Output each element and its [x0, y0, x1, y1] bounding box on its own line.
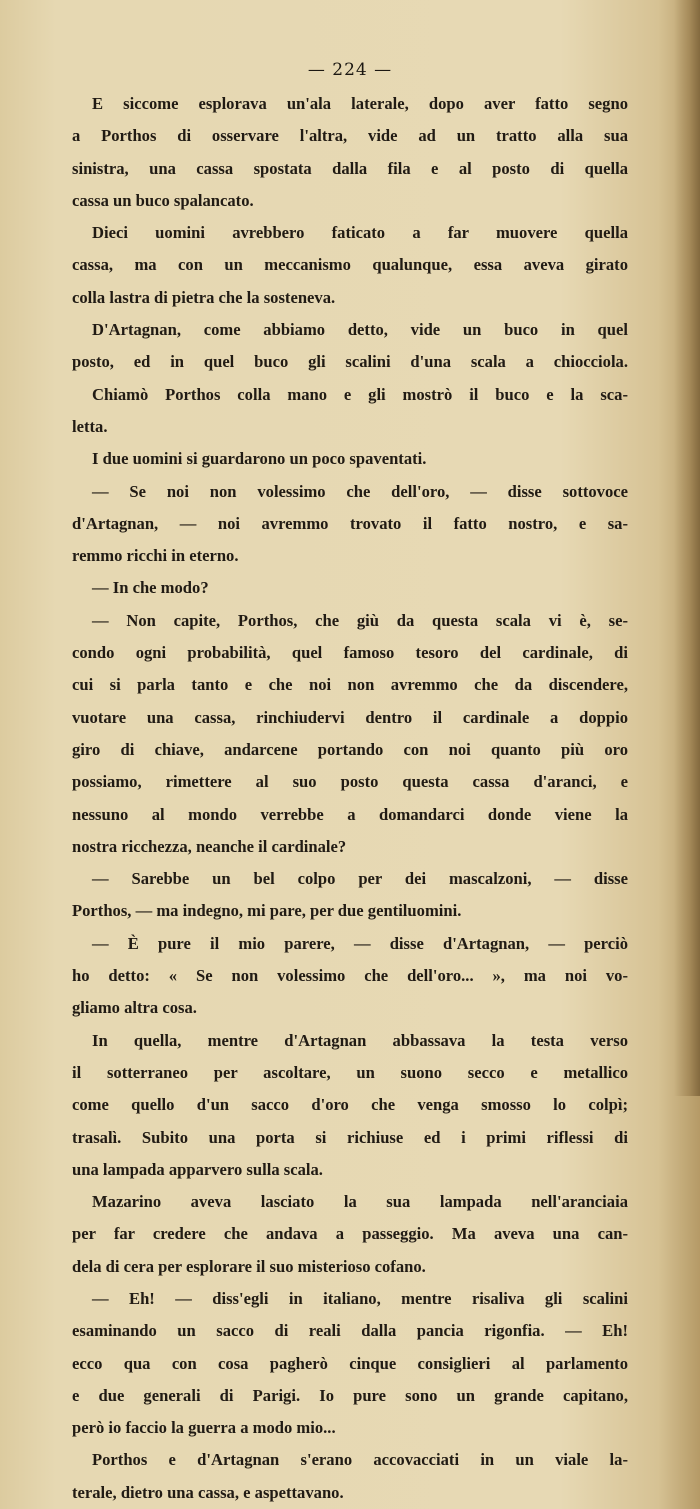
text-line: a Porthos di osservare l'altra, vide ad un tratto alla sua	[72, 126, 628, 146]
text-line: Chiamò Porthos colla mano e gli mostrò il buco e la sca-	[92, 384, 628, 404]
text-line: Porthos e d'Artagnan s'erano accovacciati in un viale la-	[92, 1450, 628, 1470]
text-line: una lampada apparvero sulla scala.	[72, 1159, 323, 1179]
text-line: e due generali di Parigi. Io pure sono un grande capitano,	[72, 1385, 628, 1405]
text-line: ecco qua con cosa pagherò cinque consiglieri al parlamento	[72, 1353, 628, 1373]
text-line: — Eh! — diss'egli in italiano, mentre risaliva gli scalini	[92, 1288, 628, 1308]
text-line: letta.	[72, 416, 108, 436]
text-line: sinistra, una cassa spostata dalla fila e al posto di quella	[72, 158, 628, 178]
text-line: dela di cera per esplorare il suo misterioso cofano.	[72, 1256, 426, 1276]
text-line: In quella, mentre d'Artagnan abbassava la testa verso	[92, 1030, 628, 1050]
text-line: posto, ed in quel buco gli scalini d'una scala a chiocciola.	[72, 352, 628, 372]
text-line: E siccome esplorava un'ala laterale, dopo aver fatto segno	[92, 94, 628, 113]
text-line: esaminando un sacco di reali dalla pancia rigonfia. — Eh!	[72, 1321, 628, 1341]
text-line: condo ogni probabilità, quel famoso tesoro del cardinale, di	[72, 643, 628, 663]
text-line: D'Artagnan, come abbiamo detto, vide un buco in quel	[92, 320, 628, 340]
text-line: colla lastra di pietra che la sosteneva.	[72, 287, 336, 307]
text-line: remmo ricchi in eterno.	[72, 546, 239, 566]
text-line: come quello d'un sacco d'oro che venga smosso lo colpì;	[72, 1095, 628, 1115]
text-line: ho detto: « Se non volessimo che dell'oro... », ma noi vo-	[72, 966, 628, 986]
text-line: vuotare una cassa, rinchiudervi dentro il cardinale a doppio	[72, 707, 628, 727]
text-line: — Sarebbe un bel colpo per dei mascalzoni, — disse	[92, 869, 628, 889]
text-line: cui si parla tanto e che noi non avremmo che da discendere,	[72, 675, 628, 695]
text-line: — È pure il mio parere, — disse d'Artagnan, — perciò	[92, 933, 628, 953]
text-line: Mazarino aveva lasciato la sua lampada nell'aranciaia	[92, 1192, 628, 1212]
text-line: — In che modo?	[92, 578, 209, 598]
text-line: — Se noi non volessimo che dell'oro, — disse sottovoce	[92, 481, 628, 501]
text-line: possiamo, rimettere al suo posto questa cassa d'aranci, e	[72, 772, 628, 792]
page-number: — 224 —	[307, 60, 393, 80]
text-line: cassa un buco spalancato.	[72, 190, 254, 210]
text-line: giro di chiave, andarcene portando con noi quanto più oro	[72, 739, 628, 759]
text-line: nostra ricchezza, neanche il cardinale?	[72, 836, 347, 856]
text-line: il sotterraneo per ascoltare, un suono secco e metallico	[72, 1062, 628, 1082]
text-line: gliamo altra cosa.	[72, 998, 197, 1018]
text-line: nessuno al mondo verrebbe a domandarci donde viene la	[72, 804, 628, 824]
text-line: I due uomini si guardarono un poco spaventati.	[92, 449, 427, 469]
text-line: Dieci uomini avrebbero faticato a far muovere quella	[92, 223, 628, 243]
body-text	[72, 88, 628, 1509]
text-line: cassa, ma con un meccanismo qualunque, essa aveva girato	[72, 255, 628, 275]
text-line: d'Artagnan, — noi avremmo trovato il fatto nostro, e sa-	[72, 513, 628, 533]
page-edge-shadow	[674, 0, 700, 1096]
text-line: trasalì. Subito una porta si richiuse ed i primi riflessi di	[72, 1127, 628, 1147]
text-line: — Non capite, Porthos, che giù da questa scala vi è, se-	[92, 610, 628, 630]
text-line: Porthos, — ma indegno, mi pare, per due gentiluomini.	[72, 901, 462, 921]
text-line: per far credere che andava a passeggio. Ma aveva una can-	[72, 1224, 628, 1244]
text-line: terale, dietro una cassa, e aspettavano.	[72, 1482, 344, 1502]
text-line: però io faccio la guerra a modo mio...	[72, 1418, 336, 1438]
